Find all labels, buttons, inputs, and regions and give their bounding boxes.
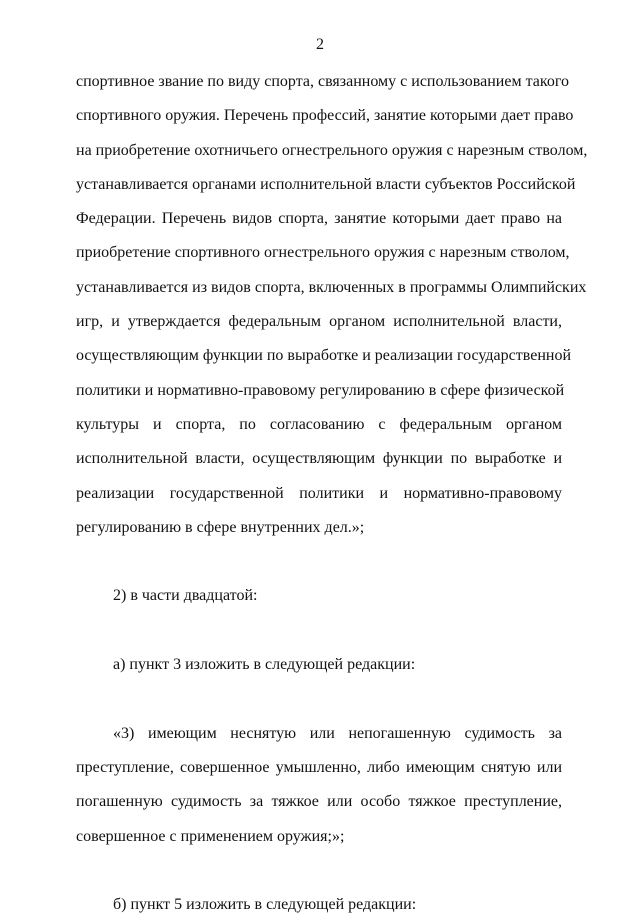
item-2-heading: 2) в части двадцатой:	[113, 587, 258, 605]
paragraph-line: спортивное звание по виду спорта, связанному с использованием такого	[76, 73, 569, 90]
paragraph-line: устанавливается органами исполнительной власти субъектов Российской	[76, 175, 576, 193]
paragraph-line: регулированию в сфере внутренних дел.»;	[76, 518, 365, 536]
paragraph-line: культуры и спорта, по согласованию с федеральным органом	[76, 415, 562, 433]
paragraph-line: Федерации. Перечень видов спорта, занятие которыми дает право на	[76, 210, 562, 228]
paragraph-line: «3) имеющим неснятую или непогашенную судимость за	[113, 724, 562, 742]
paragraph-line: устанавливается из видов спорта, включенных в программы Олимпийских	[76, 278, 587, 296]
paragraph-line: политики и нормативно-правовому регулированию в сфере физической	[76, 381, 565, 399]
paragraph-line: игр, и утверждается федеральным органом исполнительной власти,	[76, 313, 562, 331]
paragraph-line: реализации государственной политики и нормативно-правовому	[76, 484, 562, 502]
document-body	[76, 65, 588, 922]
paragraph-line: преступление, совершенное умышленно, либо имеющим снятую или	[76, 758, 562, 776]
paragraph-3	[76, 717, 562, 854]
page-number: 2	[316, 36, 324, 53]
paragraph-line: на приобретение охотничьего огнестрельного оружия с нарезным стволом,	[76, 141, 588, 159]
paragraph-line: совершенное с применением оружия;»;	[76, 827, 345, 845]
item-a-heading: а) пункт 3 изложить в следующей редакции:	[113, 656, 416, 674]
item-b-heading: б) пункт 5 изложить в следующей редакции:	[113, 896, 417, 914]
paragraph-line: спортивного оружия. Перечень профессий, занятие которыми дает право	[76, 107, 574, 125]
paragraph-line: погашенную судимость за тяжкое или особо тяжкое преступление,	[76, 793, 562, 811]
paragraph-1	[76, 65, 588, 545]
paragraph-line: приобретение спортивного огнестрельного оружия с нарезным стволом,	[76, 244, 570, 262]
paragraph-line: исполнительной власти, осуществляющим функции по выработке и	[76, 450, 562, 468]
paragraph-line: осуществляющим функции по выработке и реализации государственной	[76, 347, 571, 365]
